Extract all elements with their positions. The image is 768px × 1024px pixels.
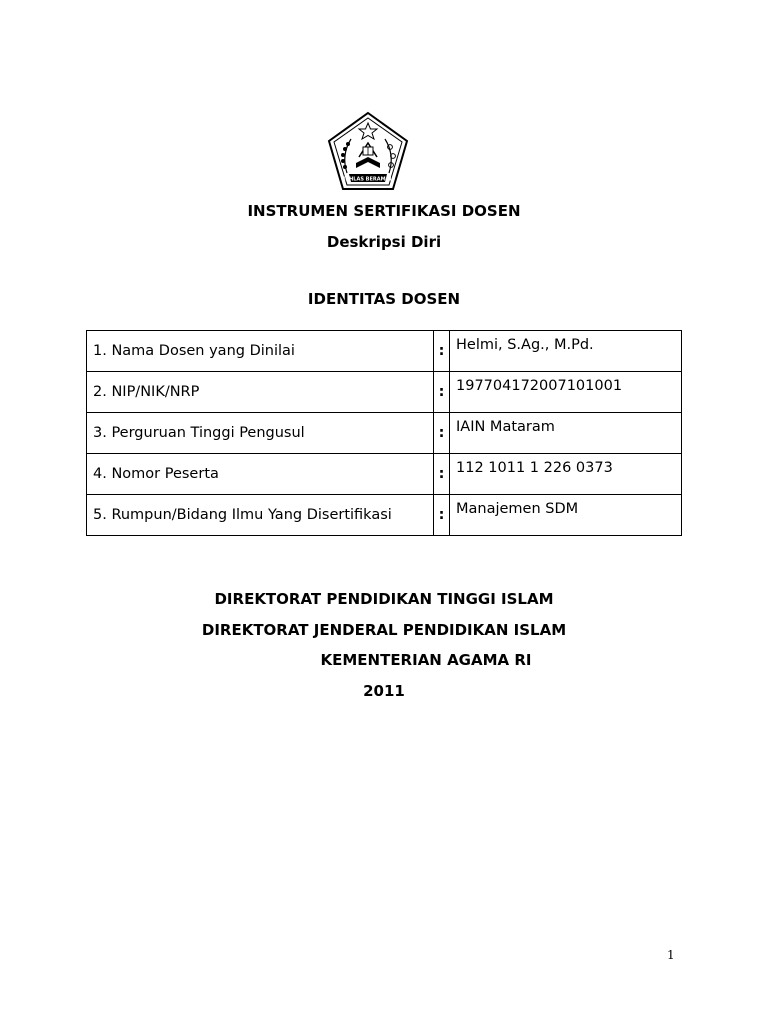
row-label: 2. NIP/NIK/NRP	[87, 372, 434, 413]
row-separator: :	[434, 495, 450, 536]
svg-text:IKHLAS BERAMAL: IKHLAS BERAMAL	[343, 176, 393, 183]
section-title: IDENTITAS DOSEN	[307, 290, 461, 308]
ministry-emblem-icon	[327, 111, 409, 193]
row-separator: :	[434, 372, 450, 413]
identity-table	[86, 330, 682, 536]
row-label: 1. Nama Dosen yang Dinilai	[87, 331, 434, 372]
row-value: Helmi, S.Ag., M.Pd.	[450, 331, 682, 372]
page-number: 1	[667, 948, 675, 962]
row-label: 4. Nomor Peserta	[87, 454, 434, 495]
document-subtitle: Deskripsi Diri	[326, 233, 442, 251]
footer-year: 2011	[363, 682, 405, 700]
table-row	[87, 454, 682, 495]
table-row	[87, 372, 682, 413]
row-separator: :	[434, 331, 450, 372]
row-value: 197704172007101001	[450, 372, 682, 413]
row-separator: :	[434, 413, 450, 454]
footer-ministry: KEMENTERIAN AGAMA RI	[320, 651, 532, 669]
table-row	[87, 331, 682, 372]
row-separator: :	[434, 454, 450, 495]
row-value: 112 1011 1 226 0373	[450, 454, 682, 495]
footer-directorate: DIREKTORAT PENDIDIKAN TINGGI ISLAM	[214, 590, 554, 608]
row-label: 3. Perguruan Tinggi Pengusul	[87, 413, 434, 454]
table-row	[87, 413, 682, 454]
row-value: Manajemen SDM	[450, 495, 682, 536]
document-title: INSTRUMEN SERTIFIKASI DOSEN	[247, 202, 521, 220]
row-value: IAIN Mataram	[450, 413, 682, 454]
footer-directorate-general: DIREKTORAT JENDERAL PENDIDIKAN ISLAM	[201, 621, 567, 639]
row-label: 5. Rumpun/Bidang Ilmu Yang Disertifikasi	[87, 495, 434, 536]
table-row	[87, 495, 682, 536]
